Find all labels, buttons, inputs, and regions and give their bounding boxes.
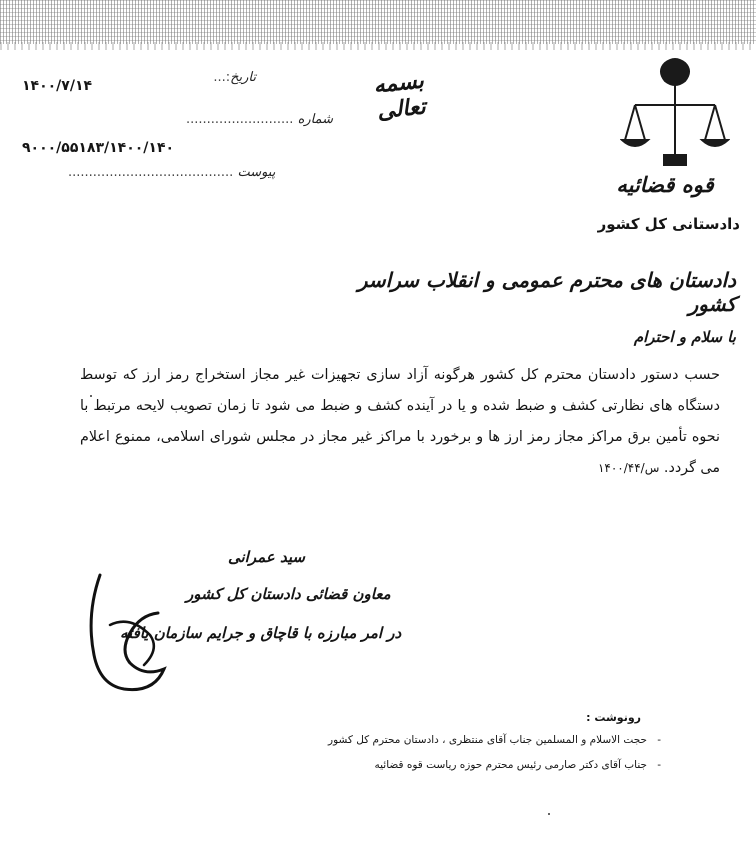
date-row: [22, 78, 92, 94]
signatory-name: سید عمرانی: [228, 548, 305, 566]
letter-body: [80, 360, 720, 484]
handwritten-signature: [80, 565, 170, 695]
copies-title: رونوشت :: [586, 711, 641, 724]
copies-list: [241, 734, 661, 784]
number-value: ۹۰۰۰/۵۵۱۸۳/۱۴۰۰/۱۴۰: [22, 140, 175, 156]
scales-of-justice-emblem: [620, 55, 730, 175]
attachment-label: پیوست: [237, 165, 276, 180]
scan-noise: [0, 0, 756, 44]
copy-recipient: - حجت الاسلام و المسلمین جناب آقای منتظری ، دادستان محترم کل کشور: [241, 734, 661, 746]
date-value: ۱۴۰۰/۷/۱۴: [22, 78, 93, 94]
signatory-description: در امر مبارزه با قاچاق و جرایم سازمان یافته: [120, 624, 402, 642]
body-paragraph: حسب دستور دادستان محترم کل کشور هرگونه آزاد سازی تجهیزات غیر مجاز استخراج رمز ارز که توسط دستگاه های نظارتی کشف و ضبط شده و یا در آینده کشف و ضبط می شود تا زمان تصویب لایحه مرتبط با نحوه تأمین برق مراکز مجاز رمز ارز ها و برخورد با مراکز غیر مجاز در مجلس شورای اسلامی، ممنوع اعلام می گردد.: [80, 367, 720, 476]
salutation: با سلام و احترام: [633, 328, 736, 346]
organization-name: قوه قضائیه: [616, 172, 714, 197]
number-label: شماره: [297, 112, 334, 127]
number-label-row: .......................... شماره: [186, 112, 334, 127]
date-label: تاریخ: [230, 70, 256, 85]
number-row: [22, 140, 174, 156]
office-name: دادستانی کل کشور: [597, 215, 740, 233]
scan-speck: [90, 395, 92, 397]
date-label-row: تاریخ:...: [213, 70, 256, 85]
addressee: دادستان های محترم عمومی و انقلاب سراسر کشور: [357, 268, 736, 316]
scan-speck: [548, 813, 550, 815]
invocation: بسمه تعالی: [372, 67, 427, 125]
signatory-title: معاون قضائی دادستان کل کشور: [186, 585, 391, 603]
attachment-row: ........................................ پیوست: [68, 165, 276, 180]
copy-recipient: - جناب آقای دکتر صارمی رئیس محترم حوزه ریاست قوه قضائیه: [241, 759, 661, 771]
reference-code: س/۱۴۰۰/۴۴: [597, 461, 660, 475]
